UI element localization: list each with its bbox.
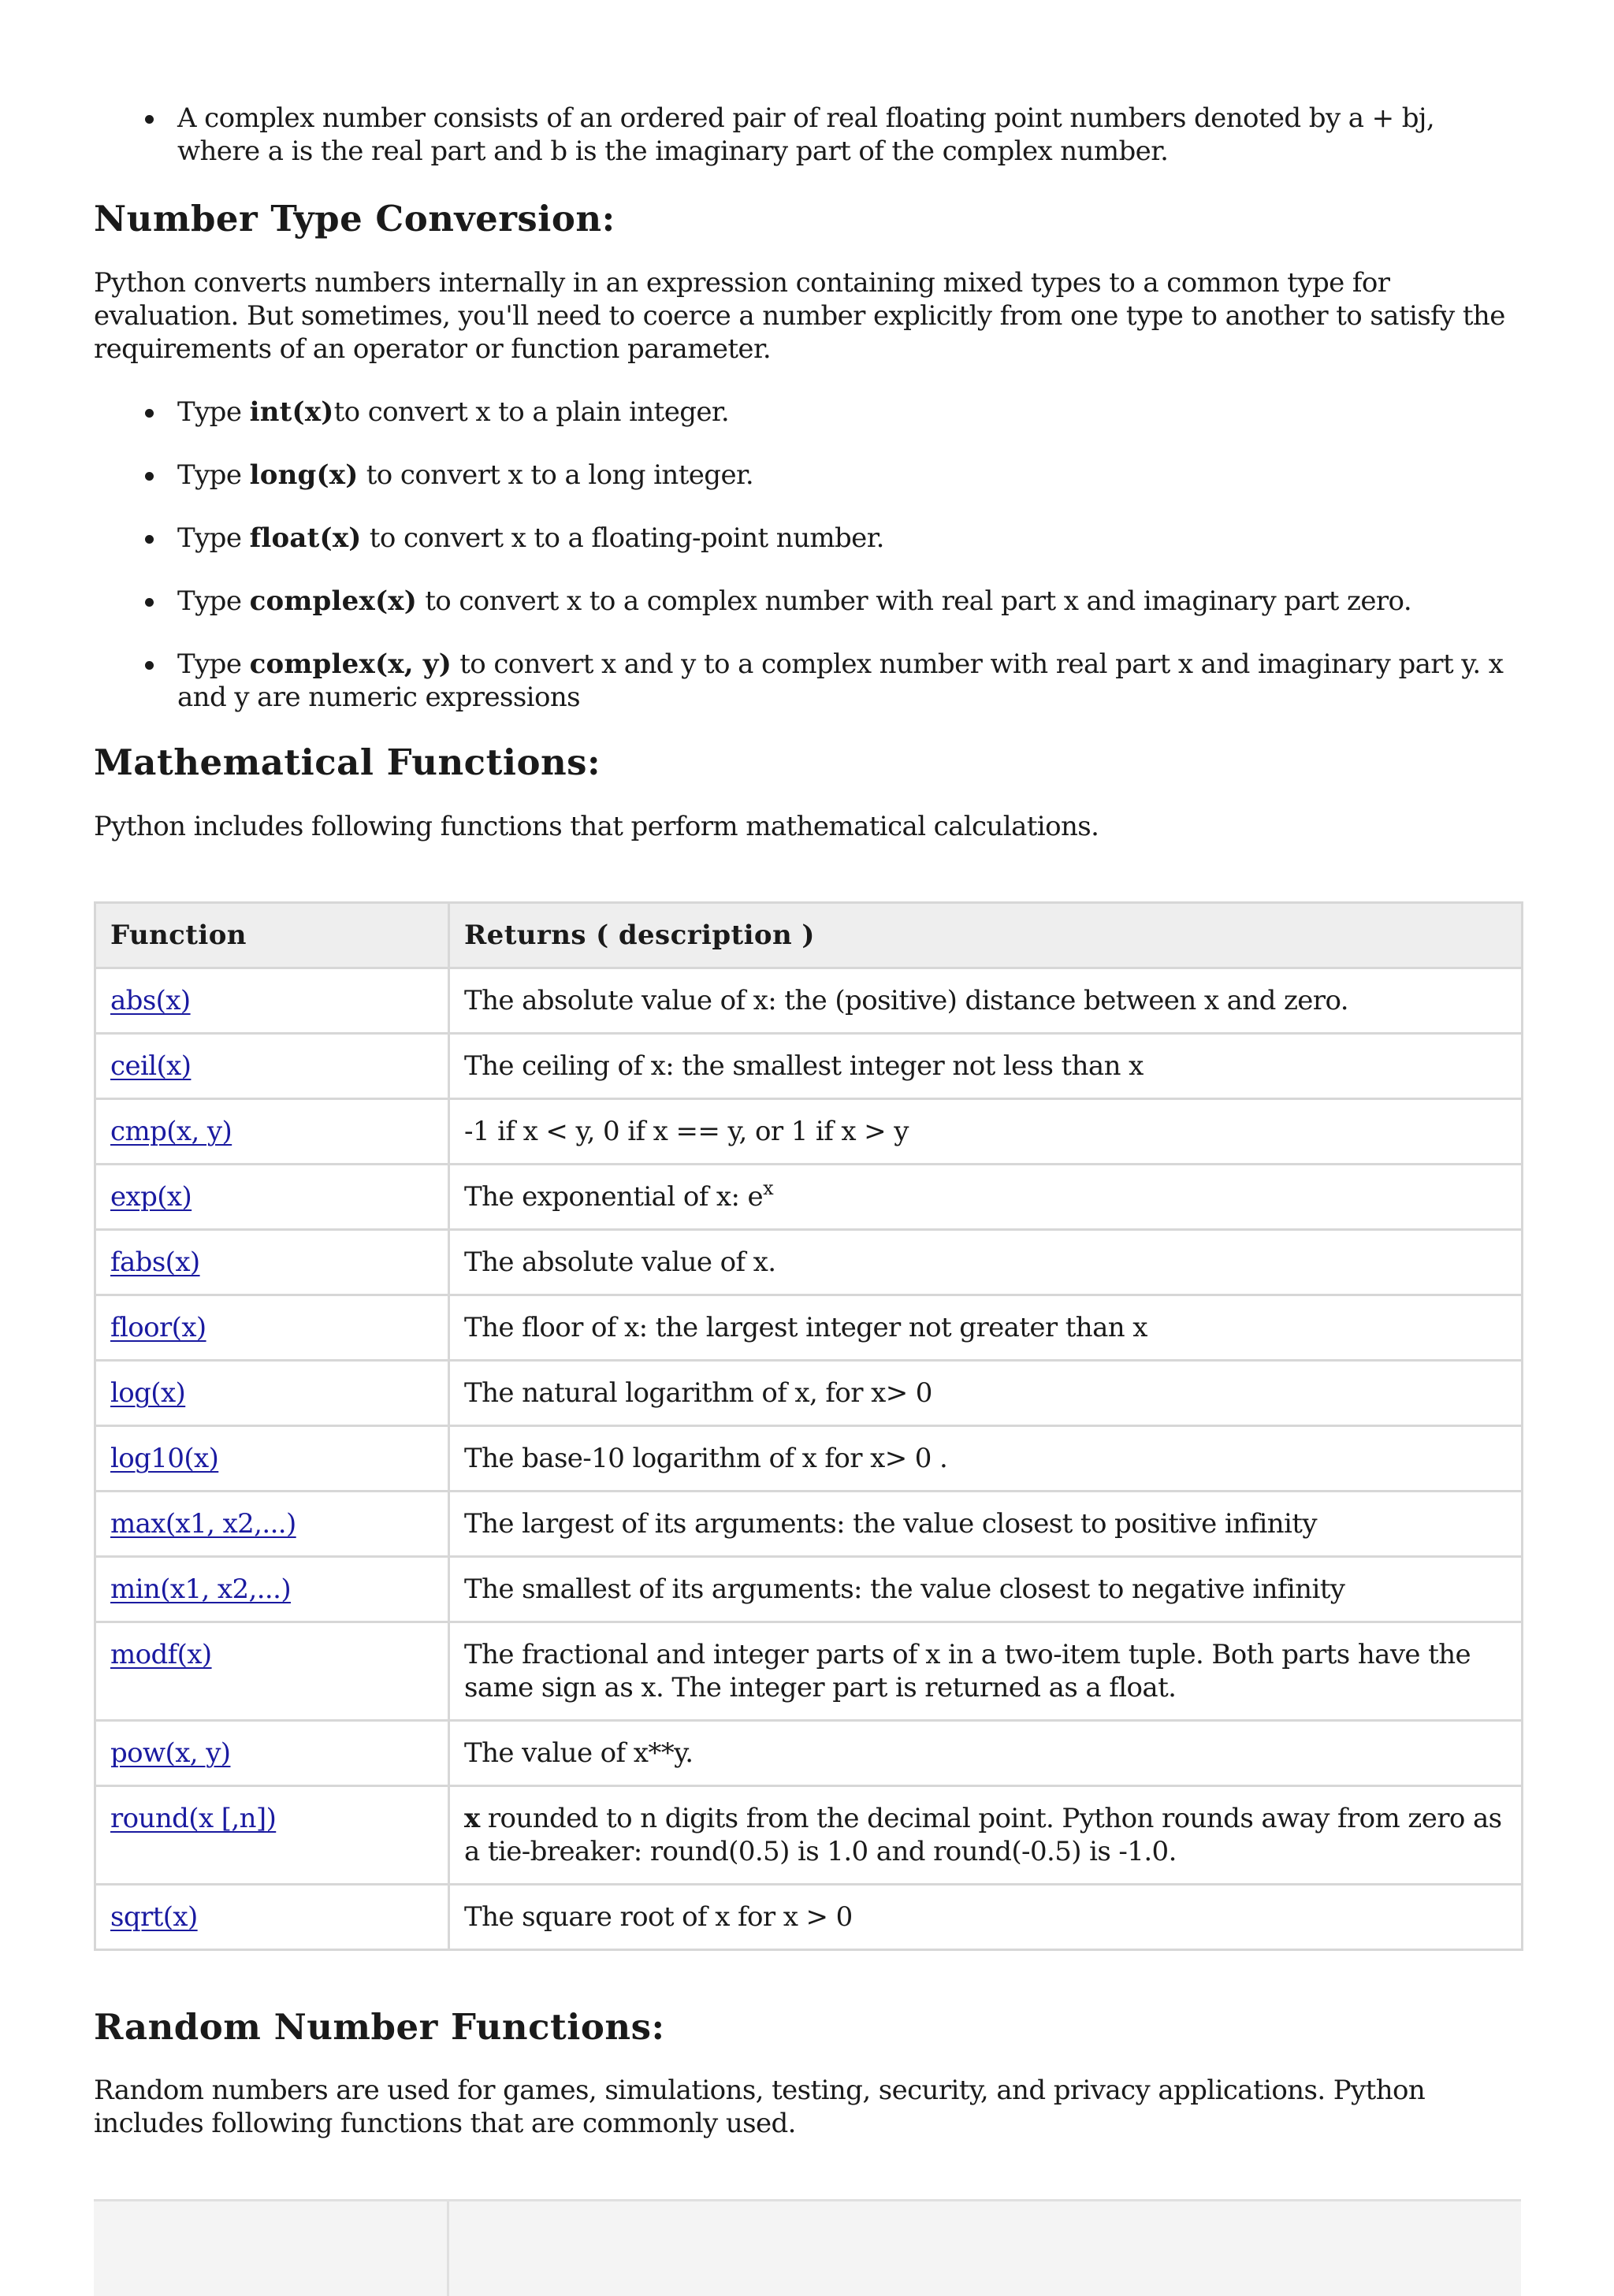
function-link[interactable]: max(x1, x2,...) [110, 1508, 296, 1540]
description-cell [449, 1557, 1523, 1622]
description-text: The absolute value of x. [464, 1246, 776, 1278]
bullet-icon [145, 115, 154, 124]
math-heading: Mathematical Functions: [94, 741, 601, 783]
bullet-icon [145, 409, 154, 418]
description-cell [449, 1165, 1523, 1230]
function-cell [95, 1786, 449, 1885]
table-row [95, 1361, 1523, 1426]
description-text: The largest of its arguments: the value closest to positive infinity [464, 1508, 1317, 1540]
function-link[interactable]: modf(x) [110, 1639, 212, 1670]
description-text: The floor of x: the largest integer not greater than x [464, 1312, 1147, 1343]
column-header-returns: Returns ( description ) [449, 903, 1523, 968]
function-cell [95, 1885, 449, 1950]
description-cell [449, 1295, 1523, 1361]
table-row [95, 1034, 1523, 1099]
bullet-icon [145, 472, 154, 481]
description-text: The exponential of x: e [464, 1181, 764, 1213]
function-link[interactable]: sqrt(x) [110, 1901, 198, 1933]
list-item [94, 102, 1520, 168]
description-text: The base-10 logarithm of x for x> 0 . [464, 1443, 948, 1474]
function-cell [95, 1361, 449, 1426]
table-row [95, 1721, 1523, 1786]
list-item: Type long(x) to convert x to a long integer. [94, 459, 1520, 492]
function-cell [95, 1622, 449, 1721]
description-cell [449, 1786, 1523, 1885]
function-link[interactable]: floor(x) [110, 1312, 206, 1343]
description-cell [449, 1492, 1523, 1557]
function-cell [95, 1230, 449, 1295]
function-cell [95, 1165, 449, 1230]
description-cell [449, 1622, 1523, 1721]
bullet-icon [145, 535, 154, 544]
description-text: -1 if x < y, 0 if x == y, or 1 if x > y [464, 1116, 909, 1147]
function-link[interactable]: abs(x) [110, 985, 191, 1016]
table-row [95, 1230, 1523, 1295]
function-link[interactable]: min(x1, x2,...) [110, 1573, 292, 1605]
random-heading: Random Number Functions: [94, 2006, 665, 2048]
function-link[interactable]: pow(x, y) [110, 1737, 231, 1769]
table-row [95, 1492, 1523, 1557]
list-item: Type float(x) to convert x to a floating-point number. [94, 522, 1520, 555]
conversion-list [94, 396, 1520, 714]
random-functions-table-top [94, 2199, 1521, 2296]
table-row [95, 1557, 1523, 1622]
description-text: The fractional and integer parts of x in a two-item tuple. Both parts have the same sign as x. The integer part is returned as a float. [464, 1639, 1471, 1703]
function-cell [95, 1492, 449, 1557]
function-cell [95, 1099, 449, 1165]
table-row [95, 968, 1523, 1034]
description-text: The absolute value of x: the (positive) distance between x and zero. [464, 985, 1348, 1016]
function-link[interactable]: round(x [,n]) [110, 1803, 277, 1834]
function-cell [95, 1426, 449, 1492]
description-cell [449, 1034, 1523, 1099]
description-cell [449, 1721, 1523, 1786]
random-paragraph: Random numbers are used for games, simulations, testing, security, and privacy applications. Python includes following functions that are commonly used. [94, 2075, 1426, 2139]
table-row [95, 1295, 1523, 1361]
table-header-row [95, 903, 1523, 968]
table-row [95, 1786, 1523, 1885]
conversion-paragraph: Python converts numbers internally in an expression containing mixed types to a common type for evaluation. But sometimes, you'll need to coerce a number explicitly from one type to another to satisfy the requirements of an operator or function parameter. [94, 267, 1505, 365]
description-text: The natural logarithm of x, for x> 0 [464, 1377, 932, 1409]
column-header-function: Function [95, 903, 449, 968]
function-link[interactable]: exp(x) [110, 1181, 192, 1213]
function-cell [95, 1034, 449, 1099]
function-link[interactable]: fabs(x) [110, 1246, 200, 1278]
code-complex-xy: complex(x, y) [249, 648, 452, 680]
bullet-icon [145, 598, 154, 607]
table-row [95, 1622, 1523, 1721]
description-text: The smallest of its arguments: the value closest to negative infinity [464, 1573, 1345, 1605]
function-link[interactable]: ceil(x) [110, 1050, 192, 1082]
description-cell [449, 1885, 1523, 1950]
intro-bullet-list [94, 102, 1520, 168]
table-row [95, 1426, 1523, 1492]
description-bold-lead: x [464, 1803, 480, 1834]
conversion-heading: Number Type Conversion: [94, 198, 615, 240]
function-link[interactable]: log(x) [110, 1377, 186, 1409]
list-item: Type complex(x) to convert x to a complex number with real part x and imaginary part zero. [94, 585, 1520, 618]
description-cell [449, 1099, 1523, 1165]
list-item: Type int(x)to convert x to a plain integer. [94, 396, 1520, 429]
function-cell [95, 1557, 449, 1622]
description-text: The square root of x for x > 0 [464, 1901, 853, 1933]
code-float: float(x) [249, 522, 362, 554]
superscript: x [763, 1177, 773, 1199]
function-link[interactable]: cmp(x, y) [110, 1116, 232, 1147]
intro-bullet-text: A complex number consists of an ordered pair of real floating point numbers denoted by a + bj, where a is the real part and b is the imaginary part of the complex number. [177, 102, 1435, 167]
function-cell [95, 1295, 449, 1361]
description-text: The ceiling of x: the smallest integer not less than x [464, 1050, 1144, 1082]
function-link[interactable]: log10(x) [110, 1443, 219, 1474]
description-cell [449, 1361, 1523, 1426]
description-cell [449, 1230, 1523, 1295]
math-paragraph: Python includes following functions that perform mathematical calculations. [94, 811, 1099, 842]
function-cell [95, 968, 449, 1034]
list-item: Type complex(x, y) to convert x and y to a complex number with real part x and imaginary part y. x and y are numeric expressions [94, 648, 1520, 714]
table-row [95, 1885, 1523, 1950]
function-cell [95, 1721, 449, 1786]
description-text: rounded to n digits from the decimal point. Python rounds away from zero as a tie-breaker: round(0.5) is 1.0 and round(-0.5) is -1.0. [464, 1803, 1502, 1867]
description-text: The value of x**y. [464, 1737, 694, 1769]
code-long: long(x) [249, 459, 359, 491]
code-int: int(x) [249, 396, 334, 428]
table-row [95, 1165, 1523, 1230]
table-row [95, 1099, 1523, 1165]
code-complex: complex(x) [249, 585, 417, 617]
math-functions-table [94, 901, 1523, 1951]
table-column-divider [447, 2201, 449, 2296]
description-cell [449, 968, 1523, 1034]
bullet-icon [145, 661, 154, 670]
description-cell [449, 1426, 1523, 1492]
